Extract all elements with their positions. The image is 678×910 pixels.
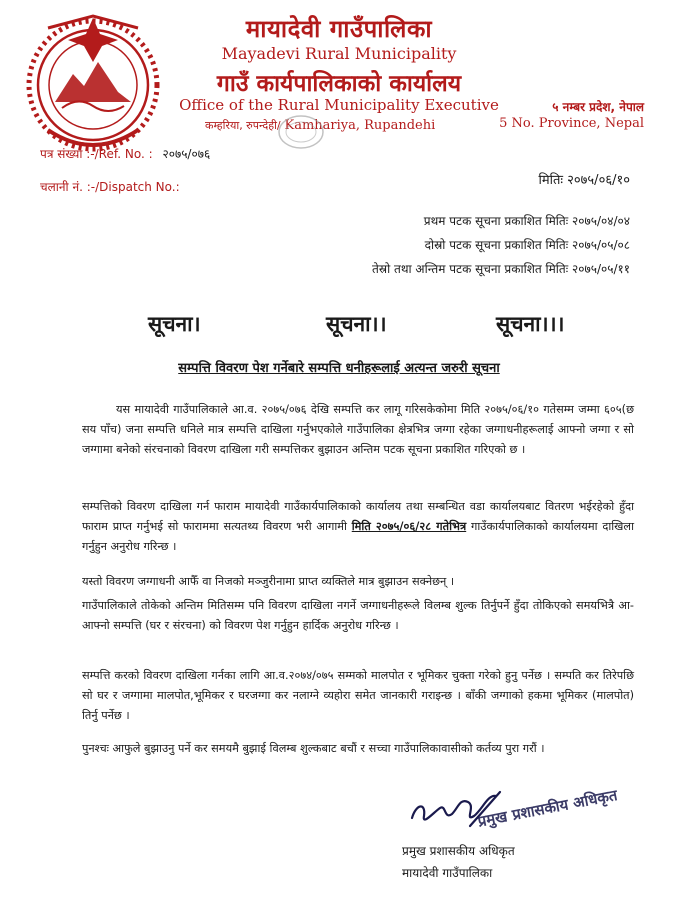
dispatch-label: चलानी नं. :-/Dispatch No.: — [40, 180, 180, 194]
body-paragraph-3 — [82, 572, 634, 592]
ref-value: २०७५/०७६ — [162, 147, 211, 161]
body-paragraph-5 — [82, 666, 634, 726]
para2-part-a: सम्पत्तिको विवरण दाखिला गर्न फाराम मायादेवी गाउँकार्यपालिकाको कार्यालय तथा सम्बन्धित वडा कार्यालयबाट वितरण भईरहेको हुँदा फाराम प्राप्त गर्नुभई सो फाराममा सत्यतथ्य विवरण भरी आगामी — [82, 500, 634, 533]
publication-date-3: तेस्रो तथा अन्तिम पटक सूचना प्रकाशित मितिः २०७५/०५/११ — [372, 262, 630, 276]
signatory-office: मायादेवी गाउँपालिका — [402, 866, 493, 880]
letter-date: मितिः २०७५/०६/१० — [538, 173, 630, 188]
office-name-en: Office of the Rural Municipality Executive — [179, 96, 499, 114]
office-address-np: कम्हरिया, रुपन्देही/ — [205, 119, 281, 132]
publication-date-2: दोस्रो पटक सूचना प्रकाशित मितिः २०७५/०५/०८ — [424, 238, 630, 252]
notice-heading-2: सूचना।। — [326, 312, 387, 336]
notice-subject: सम्पत्ति विवरण पेश गर्नेबारे सम्पत्ति धनीहरूलाई अत्यन्त जरुरी सूचना — [178, 361, 500, 376]
official-seal-text: प्रमुख प्रशासकीय अधिकृत — [476, 785, 619, 831]
received-stamp — [276, 112, 326, 152]
ref-number — [40, 145, 210, 162]
body-paragraph-6 — [82, 739, 634, 759]
deadline-highlight: मिति २०७५/०६/२८ गतेभित्र — [351, 520, 467, 533]
province-en: 5 No. Province, Nepal — [499, 116, 644, 131]
body-paragraph-3-text: यस्तो विवरण जग्गाधनी आफैँ वा निजको मञ्जुरीनामा प्राप्त व्यक्तिले मात्र बुझाउन सक्नेछन् । — [82, 575, 455, 588]
body-paragraph-1-text: यस मायादेवी गाउँपालिकाले आ.व. २०७५/०७६ देखि सम्पत्ति कर लागू गरिसकेकोमा मिति २०७५/०६/१० गतेसम्म जम्मा ६०५(छ सय पाँच) जना सम्पत्ति धनिले मात्र सम्पत्ति दाखिला गर्नुभएकोले गाउँपालिका क्षेत्रभित्र जग्गा रहेका जग्गाधनीहरूलाई आफ्नो जग्गा र सो जग्गामा बनेको संरचनाको विवरण दाखिला गरी सम्पत्तिकर बुझाउन अन्तिम पटक सूचना प्रकाशित गरिएको छ । — [82, 403, 634, 456]
body-paragraph-1 — [82, 400, 634, 460]
municipality-name-np: मायादेवी गाउँपालिका — [245, 15, 433, 43]
office-name-np: गाउँ कार्यपालिकाको कार्यालय — [216, 71, 462, 97]
notice-heading-1: सूचना। — [148, 312, 201, 336]
para2-part-b: गाउँकार्यपालिकाको कार्यालयमा दाखिला गर्नुहुन अनुरोध गरिन्छ । — [82, 520, 634, 553]
body-paragraph-2-text — [82, 497, 634, 557]
dispatch-number — [40, 178, 180, 195]
body-paragraph-6-text: पुनश्चः आफुले बुझाउनु पर्ने कर समयमै बुझाई विलम्ब शुल्कबाट बचौं र सच्चा गाउँपालिकावासीको कर्तव्य पुरा गरौं । — [82, 742, 545, 755]
municipality-name-en: Mayadevi Rural Municipality — [221, 44, 457, 63]
body-paragraph-4-text: गाउँपालिकाले तोकेको अन्तिम मितिसम्म पनि विवरण दाखिला नगर्ने जग्गाधनीहरूले विलम्ब शुल्क तिर्नुपर्ने हुँदा तोकिएको समयभित्रै आ-आफ्नो सम्पत्ति (घर र संरचना) को विवरण पेश गर्नुहुन हार्दिक अनुरोध गरिन्छ । — [82, 599, 634, 632]
office-address-en: Kamhariya, Rupandehi — [284, 118, 436, 133]
body-paragraph-2 — [82, 497, 634, 557]
body-paragraph-5-text: सम्पत्ति करको विवरण दाखिला गर्नका लागि आ.व.२०७४/०७५ सम्मको मालपोत र भूमिकर चुक्ता गरेको हुनु पर्नेछ । सम्पति कर तिरेपछि सो घर र जग्गामा मालपोत,भूमिकर र घरजग्गा कर नलाग्ने व्यहोरा समेत जानकारी गराइन्छ । बाँकी जग्गाको हकमा भूमिकर (मालपोत) तिर्नु पर्नेछ । — [82, 669, 634, 722]
notice-heading-3: सूचना।।। — [496, 312, 565, 336]
province-np: ५ नम्बर प्रदेश, नेपाल — [552, 100, 644, 114]
publication-date-1: प्रथम पटक सूचना प्रकाशित मितिः २०७५/०४/०४ — [423, 214, 630, 228]
ref-label: पत्र संख्या :-/Ref. No. : — [40, 147, 153, 161]
body-paragraph-4 — [82, 596, 634, 636]
signatory-title: प्रमुख प्रशासकीय अधिकृत — [402, 844, 515, 858]
